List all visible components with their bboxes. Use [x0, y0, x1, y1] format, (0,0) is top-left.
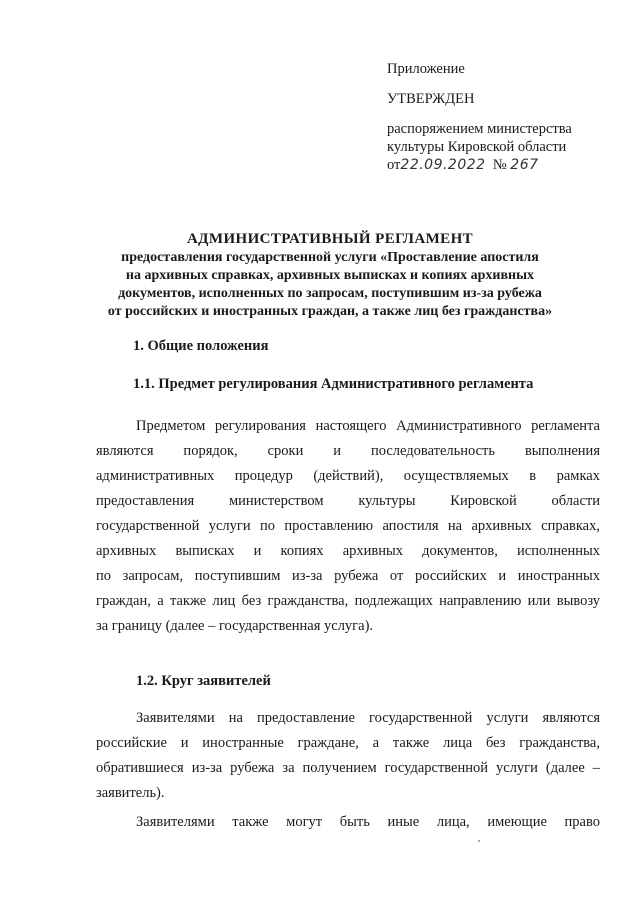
- paragraph-line: за границу (далее – государственная услуга).: [96, 618, 374, 634]
- scan-speck: [478, 840, 480, 842]
- document-subtitle-line: от российских и иностранных граждан, а также лиц без гражданства»: [107, 304, 553, 319]
- approval-stamp-block: [387, 60, 627, 174]
- paragraph-line: российские и иностранные граждане, а также лица без гражданства,: [96, 735, 600, 751]
- paragraph-line: Заявителями также могут быть иные лица, имеющие право: [136, 814, 600, 830]
- document-subtitle-line: на архивных справках, архивных выписках и копиях архивных: [125, 268, 535, 283]
- document-subtitle-line: предоставления государственной услуги «Проставление апостиля: [121, 250, 539, 265]
- paragraph-line: заявитель).: [96, 785, 165, 801]
- paragraph-applicants: [96, 706, 600, 806]
- order-date-line: [387, 156, 627, 174]
- paragraph-line: граждан, а также лиц без гражданства, подлежащих направлению или вывозу: [96, 593, 600, 609]
- document-title-block: [60, 230, 600, 321]
- order-line-2: культуры Кировской области: [387, 139, 567, 155]
- document-title: АДМИНИСТРАТИВНЫЙ РЕГЛАМЕНТ: [186, 231, 474, 247]
- paragraph-subject: [96, 414, 600, 639]
- appendix-label: Приложение: [387, 61, 465, 77]
- section-heading-applicants: 1.2. Круг заявителей: [136, 673, 271, 689]
- paragraph-line: административных процедур (действий), осуществляемых в рамках: [96, 468, 600, 484]
- date-prefix: от: [387, 157, 401, 173]
- paragraph-line: предоставления министерством культуры Кировской области: [96, 493, 600, 509]
- paragraph-line: Предметом регулирования настоящего Административного регламента: [136, 418, 600, 434]
- handwritten-date: 22.09.2022: [400, 157, 486, 173]
- paragraph-line: архивных выписках и копиях архивных документов, исполненных: [96, 543, 600, 559]
- handwritten-number: 267: [510, 157, 539, 173]
- approved-label: УТВЕРЖДЕН: [387, 91, 475, 107]
- paragraph-line: по запросам, поступившим из-за рубежа от российских и иностранных: [96, 568, 600, 584]
- number-prefix: №: [492, 157, 507, 173]
- paragraph-applicants-2: [96, 810, 600, 835]
- document-subtitle-line: документов, исполненных по запросам, поступившим из-за рубежа: [118, 286, 542, 301]
- order-line-1: распоряжением министерства: [387, 121, 572, 137]
- paragraph-line: Заявителями на предоставление государственной услуги являются: [136, 710, 600, 726]
- paragraph-line: обратившиеся из-за рубежа за получением государственной услуги (далее –: [96, 760, 600, 776]
- section-heading-general: 1. Общие положения: [133, 338, 269, 354]
- paragraph-line: государственной услуги по проставлению апостиля на архивных справках,: [96, 518, 600, 534]
- paragraph-line: являются порядок, сроки и последовательность выполнения: [96, 443, 600, 459]
- section-heading-subject: 1.1. Предмет регулирования Административного регламента: [133, 376, 534, 392]
